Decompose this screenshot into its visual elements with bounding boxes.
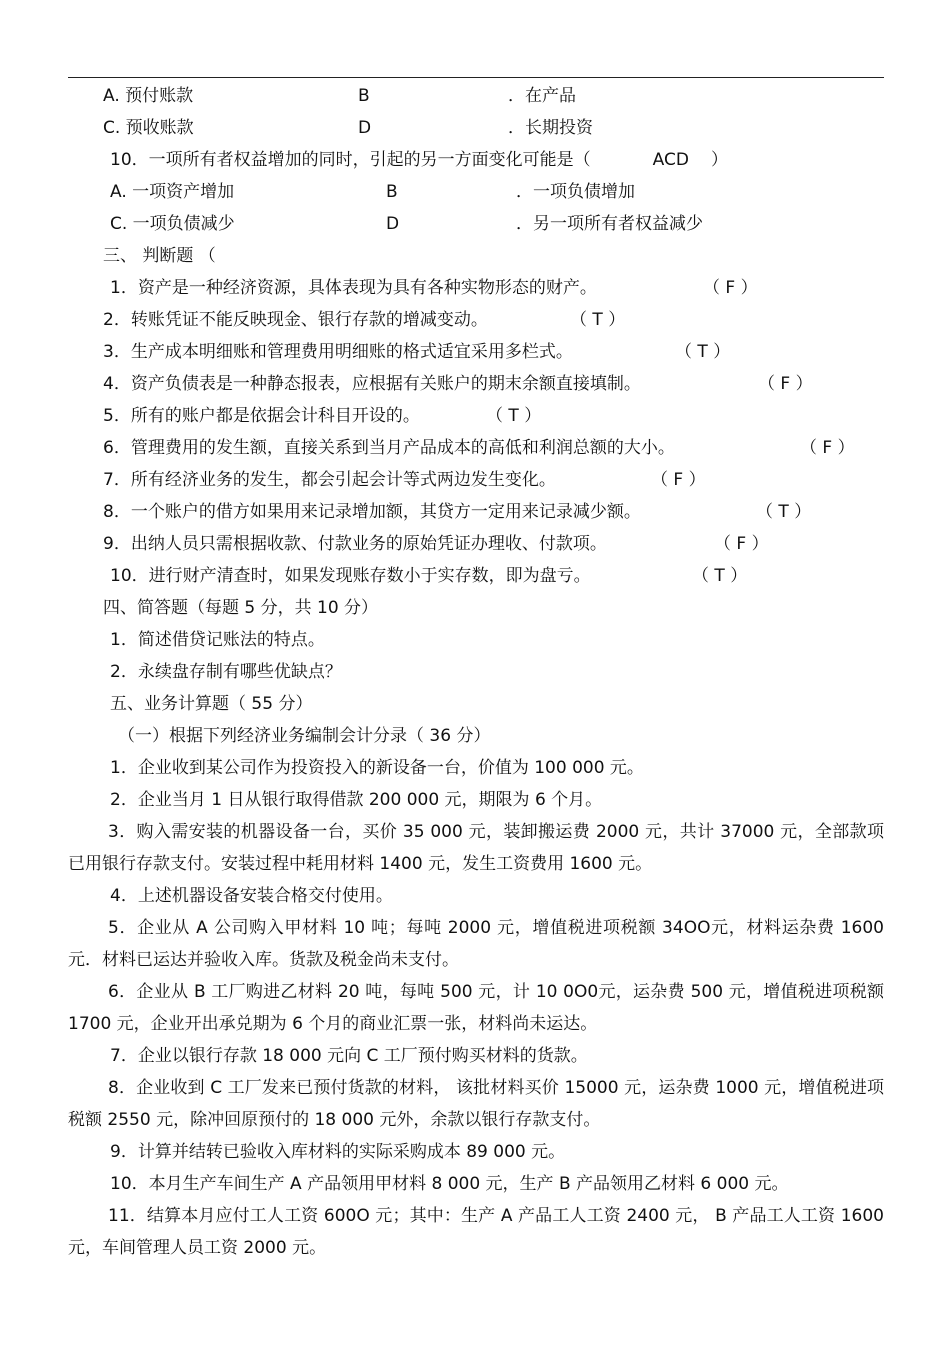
- transaction-1: 1．企业收到某公司作为投资投入的新设备一台，价值为 100 000 元。: [110, 758, 644, 778]
- transaction-8-block: [68, 1072, 884, 1136]
- q10-option-a: A. 一项资产增加: [110, 182, 235, 202]
- transaction-2: 2．企业当月 1 日从银行取得借款 200 000 元，期限为 6 个月。: [110, 790, 603, 810]
- header-rule: [68, 77, 884, 78]
- short-answer-item-1: 1．简述借贷记账法的特点。: [110, 630, 325, 650]
- q10-option-b-letter: B: [386, 182, 398, 202]
- transaction-9: 9．计算并结转已验收入库材料的实际采购成本 89 000 元。: [110, 1142, 566, 1162]
- transaction-5: 5．企业从 A 公司购入甲材料 10 吨；每吨 2000 元，增值税进项税额 34OO元，材料运杂费 1600 元．材料已运达并验收入库。货款及税金尚未支付。: [68, 918, 884, 970]
- q10-option-c: C. 一项负债减少: [110, 214, 235, 234]
- short-answer-item-2: 2．永续盘存制有哪些优缺点？: [110, 662, 342, 682]
- q10-option-d-letter: D: [386, 214, 400, 234]
- judgment-item-3: 3．生产成本明细账和管理费用明细账的格式适宜采用多栏式。: [103, 342, 573, 362]
- judgment-answer-10: （ T ）: [692, 566, 748, 586]
- transaction-4: 4．上述机器设备安装合格交付使用。: [110, 886, 393, 906]
- option-c: C. 预收账款: [103, 118, 194, 138]
- judgment-answer-9: （ F ）: [714, 534, 769, 554]
- transaction-11-block: [68, 1200, 884, 1264]
- judgment-item-1: 1．资产是一种经济资源，具体表现为具有各种实物形态的财产。: [110, 278, 597, 298]
- judgment-answer-6: （ F ）: [800, 438, 855, 458]
- judgment-item-4: 4．资产负债表是一种静态报表，应根据有关账户的期末余额直接填制。: [103, 374, 641, 394]
- judgment-answer-2: （ T ）: [570, 310, 626, 330]
- transaction-3: 3．购入需安装的机器设备一台，买价 35 000 元，装卸搬运费 2000 元，共计 37000 元，全部款项已用银行存款支付。安装过程中耗用材料 1400 元，发生工资费用 1600 元。: [68, 822, 884, 874]
- transaction-5-block: [68, 912, 884, 976]
- question-10-text: 10．一项所有者权益增加的同时，引起的另一方面变化可能是（: [110, 150, 591, 170]
- judgment-answer-5: （ T ）: [486, 406, 542, 426]
- transaction-10: 10．本月生产车间生产 A 产品领用甲材料 8 000 元，生产 B 产品领用乙材料 6 000 元。: [110, 1174, 789, 1194]
- transaction-6-block: [68, 976, 884, 1040]
- judgment-item-6: 6．管理费用的发生额，直接关系到当月产品成本的高低和利润总额的大小。: [103, 438, 675, 458]
- judgment-item-10: 10．进行财产清查时，如果发现账存数小于实存数，即为盘亏。: [110, 566, 591, 586]
- option-d-text: ．长期投资: [508, 118, 593, 138]
- option-d-letter: D: [358, 118, 372, 138]
- question-10-stem: [110, 149, 728, 171]
- judgment-answer-7: （ F ）: [651, 470, 706, 490]
- option-a: A. 预付账款: [103, 86, 194, 106]
- q10-option-b-text: ．一项负债增加: [516, 182, 635, 202]
- transaction-11: 11．结算本月应付工人工资 600O 元；其中：生产 A 产品工人工资 2400 元， B 产品工人工资 1600 元，车间管理人员工资 2000 元。: [68, 1206, 884, 1258]
- judgment-answer-1: （ F ）: [703, 278, 758, 298]
- judgment-item-9: 9．出纳人员只需根据收款、付款业务的原始凭证办理收、付款项。: [103, 534, 607, 554]
- transaction-6: 6．企业从 B 工厂购进乙材料 20 吨，每吨 500 元，计 10 0O0元，运杂费 500 元，增值税进项税额 1700 元，企业开出承兑期为 6 个月的商业汇票一张，材料尚未运达。: [68, 982, 884, 1034]
- option-b-letter: B: [358, 86, 370, 106]
- transaction-3-block: [68, 816, 884, 880]
- option-b-text: ．在产品: [508, 86, 576, 106]
- section-5-title: 五、业务计算题（ 55 分）: [110, 694, 313, 714]
- transaction-8: 8．企业收到 C 工厂发来已预付货款的材料， 该批材料买价 15000 元，运杂费 1000 元，增值税进项税额 2550 元，除冲回原预付的 18 000 元外，余款以银行存款支付。: [68, 1078, 884, 1130]
- judgment-answer-3: （ T ）: [675, 342, 731, 362]
- judgment-item-5: 5．所有的账户都是依据会计科目开设的。: [103, 406, 420, 426]
- section-5-subtitle: （一）根据下列经济业务编制会计分录（ 36 分）: [118, 726, 491, 746]
- judgment-item-2: 2．转账凭证不能反映现金、银行存款的增减变动。: [103, 310, 488, 330]
- judgment-answer-8: （ T ）: [756, 502, 812, 522]
- judgment-item-8: 8．一个账户的借方如果用来记录增加额，其贷方一定用来记录减少额。: [103, 502, 641, 522]
- judgment-item-7: 7．所有经济业务的发生，都会引起会计等式两边发生变化。: [103, 470, 556, 490]
- transaction-7: 7．企业以银行存款 18 000 元向 C 工厂预付购买材料的货款。: [110, 1046, 588, 1066]
- judgment-answer-4: （ F ）: [758, 374, 813, 394]
- section-4-title: 四、简答题（每题 5 分，共 10 分）: [103, 598, 379, 618]
- question-10-answer: ACD: [652, 150, 689, 170]
- question-10-close: ）: [710, 150, 728, 170]
- q10-option-d-text: ．另一项所有者权益减少: [516, 214, 703, 234]
- section-3-title: 三、 判断题 （: [103, 246, 216, 266]
